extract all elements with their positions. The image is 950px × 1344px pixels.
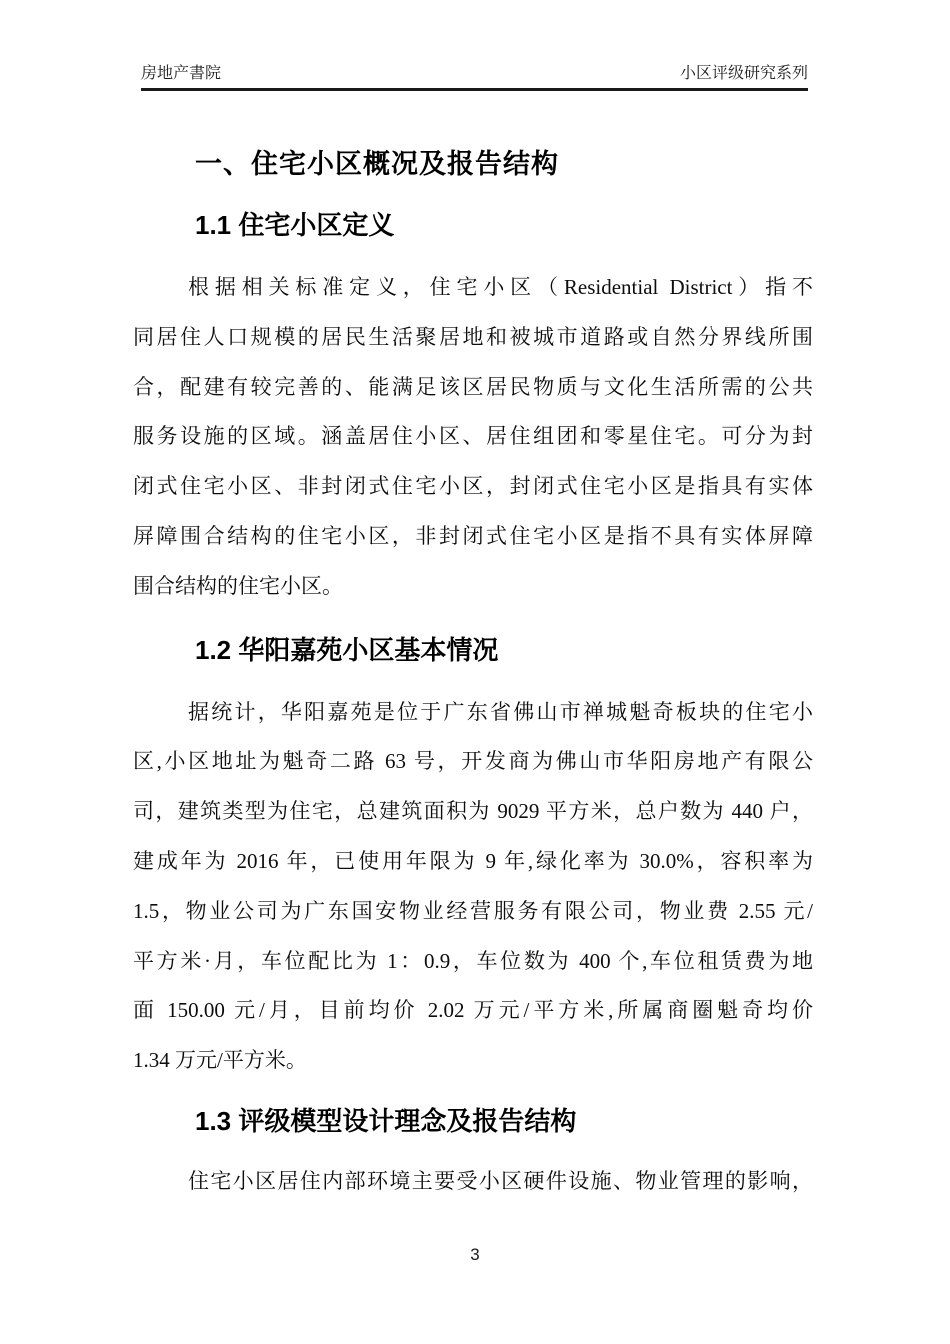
paragraph-line: 围合结构的住宅小区。 xyxy=(133,573,343,598)
paragraph-line: 服务设施的区域。涵盖居住小区、居住组团和零星住宅。可分为封 xyxy=(133,424,813,449)
paragraph-community-facts xyxy=(133,688,813,1086)
paragraph-line: 闭式住宅小区、非封闭式住宅小区，封闭式住宅小区是指具有实体 xyxy=(133,474,813,499)
paragraph-line: 面 150.00 元/月，目前均价 2.02 万元/平方米,所属商圈魁奇均价 xyxy=(133,998,813,1023)
paragraph-line: 司，建筑类型为住宅，总建筑面积为 9029 平方米，总户数为 440 户， xyxy=(133,799,813,824)
page-header xyxy=(141,63,808,91)
page-number: 3 xyxy=(470,1245,480,1264)
header-right-text: 小区评级研究系列 xyxy=(679,65,808,82)
page-footer xyxy=(0,1245,950,1265)
paragraph-definition xyxy=(133,263,813,612)
paragraph-line: 建成年为 2016 年，已使用年限为 9 年,绿化率为 30.0%，容积率为 xyxy=(133,848,813,873)
paragraph-line: 同居住人口规模的居民生活聚居地和被城市道路或自然分界线所围 xyxy=(133,324,813,349)
paragraph-model-intro xyxy=(133,1157,813,1207)
document-body xyxy=(133,91,813,1207)
paragraph-line: 住宅小区居住内部环境主要受小区硬件设施、物业管理的影响， xyxy=(188,1168,813,1193)
paragraph-line: 区,小区地址为魁奇二路 63 号，开发商为佛山市华阳房地产有限公 xyxy=(133,749,813,774)
paragraph-line: 1.5，物业公司为广东国安物业经营服务有限公司，物业费 2.55 元/ xyxy=(133,898,813,923)
subsection-title-1-1: 1.1 住宅小区定义 xyxy=(195,210,395,240)
paragraph-line: 合，配建有较完善的、能满足该区居民物质与文化生活所需的公共 xyxy=(133,374,813,399)
subsection-title-1-3: 1.3 评级模型设计理念及报告结构 xyxy=(195,1105,577,1136)
paragraph-line: 1.34 万元/平方米。 xyxy=(133,1048,307,1073)
paragraph-line: 屏障围合结构的住宅小区，非封闭式住宅小区是指不具有实体屏障 xyxy=(133,523,813,548)
section-title: 一、住宅小区概况及报告结构 xyxy=(195,149,559,179)
paragraph-line: 平方米·月，车位配比为 1：0.9，车位数为 400 个,车位租赁费为地 xyxy=(133,948,813,973)
paragraph-line: 据统计，华阳嘉苑是位于广东省佛山市禅城魁奇板块的住宅小 xyxy=(188,699,813,724)
subsection-title-1-2: 1.2 华阳嘉苑小区基本情况 xyxy=(195,634,499,665)
header-left-text: 房地产書院 xyxy=(141,65,222,82)
paragraph-line: 根据相关标准定义，住宅小区（Residential District）指不 xyxy=(188,275,813,299)
